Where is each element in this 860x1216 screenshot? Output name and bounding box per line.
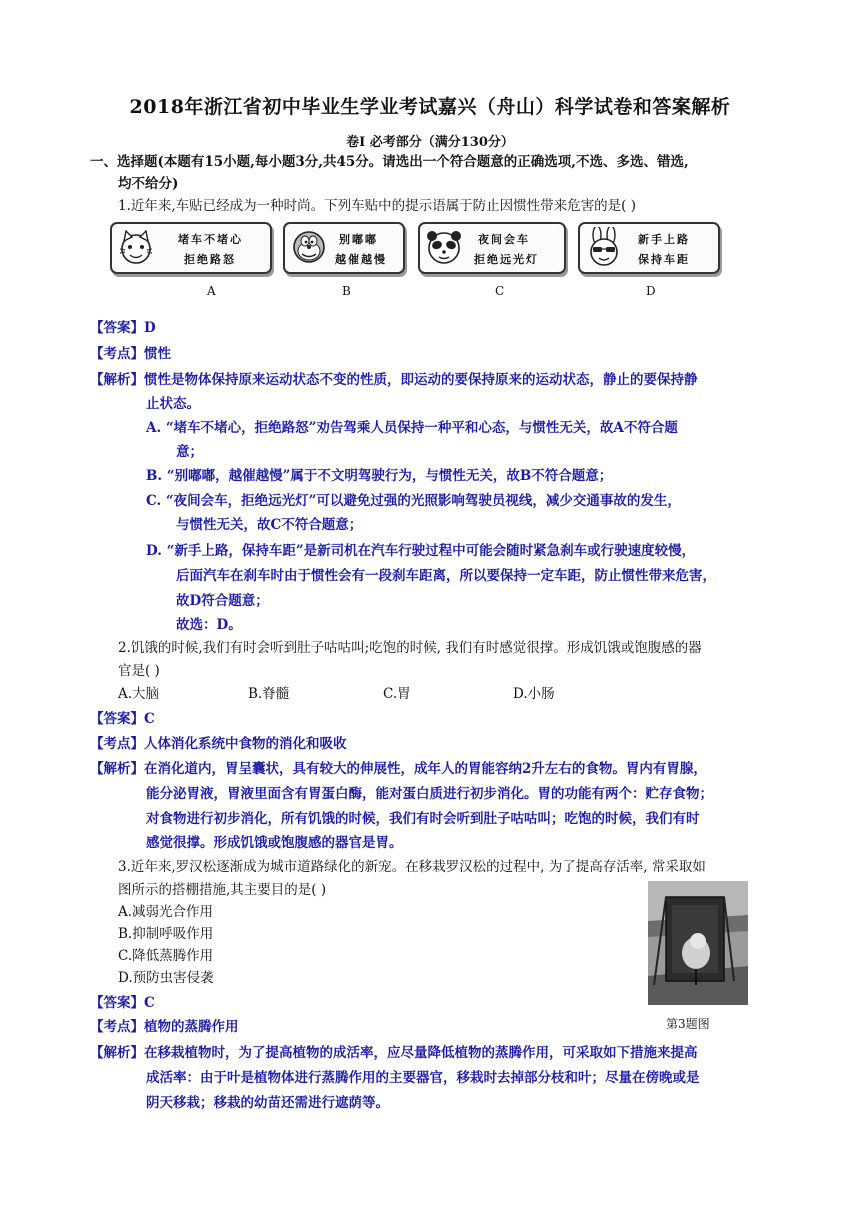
q3-option-d: D.预防虫害侵袭 — [118, 970, 214, 986]
panda-face-icon — [424, 227, 464, 267]
q2-stem-l1: 2.饥饿的时候,我们有时会听到肚子咕咕叫;吃饱的时候, 我们有时感觉很撑。形成饥饿或饱腹感的器 — [118, 640, 702, 656]
analysis-text: 惯性是物体保持原来运动状态不变的性质，即运动的要保持原来的运动状态，静止的要保持静 — [144, 372, 698, 388]
option-label-c: C — [495, 284, 505, 298]
q3-option-a: A.减弱光合作用 — [118, 904, 214, 920]
q1-analysis-l1 — [90, 367, 698, 393]
sticker-a-line2: 拒绝路怒 — [184, 253, 236, 266]
point-tag: 【考点】 — [90, 736, 144, 752]
answer-value: C — [144, 711, 155, 727]
q1-option-d-l1: D. “新手上路，保持车距”是新司机在汽车行驶过程中可能会随时紧急刹车或行驶速度较慢， — [146, 543, 696, 559]
q3-analysis-l1 — [90, 1040, 698, 1066]
q1-conclusion: 故选：D。 — [176, 617, 242, 633]
figure-caption: 第3题图 — [666, 1017, 710, 1031]
q1-answer — [90, 315, 156, 341]
answer-value: C — [144, 995, 155, 1011]
q3-analysis-l2: 成活率：由于叶是植物体进行蒸腾作用的主要器官，移栽时去掉部分枝和叶；尽量在傍晚或是 — [146, 1070, 700, 1086]
q2-analysis-l3: 对食物进行初步消化，所有饥饿的时候，我们有时会听到肚子咕咕叫；吃饱的时候，我们有时 — [146, 811, 700, 827]
point-value: 人体消化系统中食物的消化和吸收 — [144, 736, 347, 752]
analysis-tag: 【解析】 — [90, 1045, 144, 1061]
q2-analysis-l4: 感觉很撑。形成饥饿或饱腹感的器官是胃。 — [146, 835, 403, 851]
analysis-text: 在消化道内，胃呈囊状，具有较大的伸展性，成年人的胃能容纳2升左右的食物。胃内有胃腺， — [144, 761, 707, 777]
sticker-c-line1: 夜间会车 — [478, 233, 530, 246]
q3-stem-l2: 图所示的搭棚措施,其主要目的是( ) — [118, 882, 327, 898]
q2-option-d: D.小肠 — [513, 686, 555, 702]
analysis-text: 在移栽植物时，为了提高植物的成活率，应尽量降低植物的蒸腾作用，可采取如下措施来提高 — [144, 1045, 698, 1061]
q3-analysis-l3: 阴天移栽；移栽的幼苗还需进行遮荫等。 — [146, 1095, 389, 1111]
sticker-b-line1: 别嘟嘟 — [339, 233, 378, 246]
sticker-d — [578, 222, 720, 274]
section-subtitle: 卷Ⅰ 必考部分（满分130分） — [346, 135, 514, 150]
section-heading-line1: 一、选择题(本题有15小题,每小题3分,共45分。请选出一个符合题意的正确选项,不选、多选、错选, — [90, 154, 689, 170]
q2-analysis-l1 — [90, 756, 707, 782]
point-tag: 【考点】 — [90, 1019, 144, 1035]
q3-option-b: B.抑制呼吸作用 — [118, 926, 214, 942]
q2-option-b: B.脊髓 — [248, 686, 290, 702]
answer-tag: 【答案】 — [90, 320, 144, 336]
sticker-d-line2: 保持车距 — [638, 253, 690, 266]
tree-shade-figure — [648, 881, 748, 1005]
sticker-c-line2: 拒绝远光灯 — [474, 253, 539, 266]
sticker-a-line1: 堵车不堵心 — [178, 233, 243, 246]
page-title: 2018年浙江省初中毕业生学业考试嘉兴（舟山）科学试卷和答案解析 — [129, 96, 731, 118]
rabbit-face-icon — [584, 227, 624, 267]
option-label-d: D — [646, 284, 656, 298]
point-value: 植物的蒸腾作用 — [144, 1019, 239, 1035]
q1-option-d-l3: 故D符合题意； — [176, 593, 269, 609]
answer-tag: 【答案】 — [90, 711, 144, 727]
option-label-b: B — [342, 284, 351, 298]
q2-option-a: A.大脑 — [118, 686, 160, 702]
option-label-a: A — [207, 284, 216, 298]
q2-stem-l2: 官是( ) — [118, 663, 160, 679]
q1-point — [90, 341, 171, 367]
q2-point — [90, 731, 347, 757]
sticker-a — [110, 222, 272, 274]
q1-option-b-l1: B. “别嘟嘟，越催越慢”属于不文明驾驶行为，与惯性无关，故B不符合题意； — [146, 468, 613, 484]
sticker-c — [418, 222, 566, 274]
q1-option-c-l1: C. “夜间会车，拒绝远光灯”可以避免过强的光照影响驾驶员视线，减少交通事故的发生， — [146, 493, 681, 509]
analysis-tag: 【解析】 — [90, 761, 144, 777]
analysis-tag: 【解析】 — [90, 372, 144, 388]
q1-analysis-l2: 止状态。 — [146, 396, 200, 412]
q1-stem: 1.近年来,车贴已经成为一种时尚。下列车贴中的提示语属于防止因惯性带来危害的是( ) — [118, 198, 636, 214]
q1-option-c-l2: 与惯性无关，故C不符合题意； — [176, 517, 363, 533]
cat-face-icon — [116, 227, 156, 267]
q2-option-c: C.胃 — [383, 686, 411, 702]
point-tag: 【考点】 — [90, 346, 144, 362]
answer-tag: 【答案】 — [90, 995, 144, 1011]
q3-point — [90, 1014, 239, 1040]
q1-option-a-l2: 意； — [176, 444, 203, 460]
doraemon-face-icon — [289, 227, 329, 267]
q2-analysis-l2: 能分泌胃液，胃液里面含有胃蛋白酶，能对蛋白质进行初步消化。胃的功能有两个：贮存食物； — [146, 786, 713, 802]
sticker-d-line1: 新手上路 — [638, 233, 690, 246]
sticker-b-line2: 越催越慢 — [335, 253, 387, 266]
point-value: 惯性 — [144, 346, 171, 362]
q3-stem-l1: 3.近年来,罗汉松逐渐成为城市道路绿化的新宠。在移栽罗汉松的过程中, 为了提高存活率, 常采取如 — [118, 859, 706, 875]
q1-option-a-l1: A. “堵车不堵心，拒绝路怒”劝告驾乘人员保持一种平和心态，与惯性无关，故A不符合题 — [146, 420, 678, 436]
q1-option-d-l2: 后面汽车在刹车时由于惯性会有一段刹车距离，所以要保持一定车距，防止惯性带来危害， — [176, 568, 716, 584]
q2-answer — [90, 706, 155, 732]
section-heading-line2: 均不给分) — [118, 176, 179, 192]
q3-answer — [90, 990, 155, 1016]
q3-option-c: C.降低蒸腾作用 — [118, 948, 214, 964]
shade-canopy-photo — [648, 881, 748, 1005]
sticker-b — [283, 222, 405, 274]
answer-value: D — [144, 320, 156, 336]
